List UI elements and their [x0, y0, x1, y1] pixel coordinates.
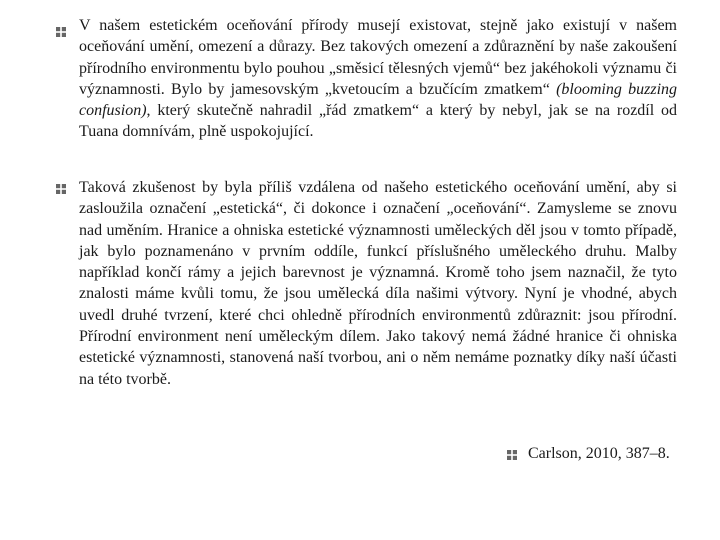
paragraph-1-text-end: , který skutečně nahradil „řád zmatkem“ a který by nebyl, jak se na rozdíl od Tuana domnívám, plně uspokojující.	[79, 102, 677, 141]
paragraph-1	[79, 15, 677, 143]
quadrant-bullet-icon	[55, 183, 67, 195]
paragraph-1-italic-phrase: (blooming buzzing confusion)	[79, 80, 678, 120]
paragraph-1-text-start: V našem estetickém oceňování přírody musejí existovat, stejně jako existují v našem oceňování umění, omezení a důrazy. Bez takových omezení a zdůraznění by naše zakoušení přírodního environmentu bylo pouhou „směsicí tělesných vjemů“ bez jakéhokoli významu či významnosti. Bylo by jamesovským „kvetoucím a bzučícím zmatkem“	[79, 17, 677, 98]
quadrant-bullet-icon	[55, 26, 67, 38]
citation: Carlson, 2010, 387–8.	[528, 445, 670, 462]
quadrant-bullet-icon	[506, 449, 518, 461]
paragraph-2: Taková zkušenost by byla příliš vzdálena od našeho estetického oceňování umění, aby si zasloužila označení „estetická“, či dokonce i označení „oceňování“. Zamysleme se znovu nad uměním. Hranice a ohniska estetické významnosti uměleckých děl jsou v tomto případě, jak bylo poznamenáno v prvním oddíle, funkcí příslušného uměleckého druhu. Malby například končí rámy a jejich barevnost je významná. Kromě toho jsem naznačil, že tyto znalosti máme kvůli tomu, že jsou umělecká díla našimi výtvory. Nyní je vhodné, abych uvedl druhé tvrzení, které chci ohledně přírodních environmentů zdůraznit: jsou přírodní. Přírodní environment není uměleckým dílem. Jako takový nemá žádné hranice či ohniska estetické významnosti, stanovená naší tvorbou, ani o něm nemáme poznatky díky naší účasti na této tvorbě.	[79, 179, 677, 388]
